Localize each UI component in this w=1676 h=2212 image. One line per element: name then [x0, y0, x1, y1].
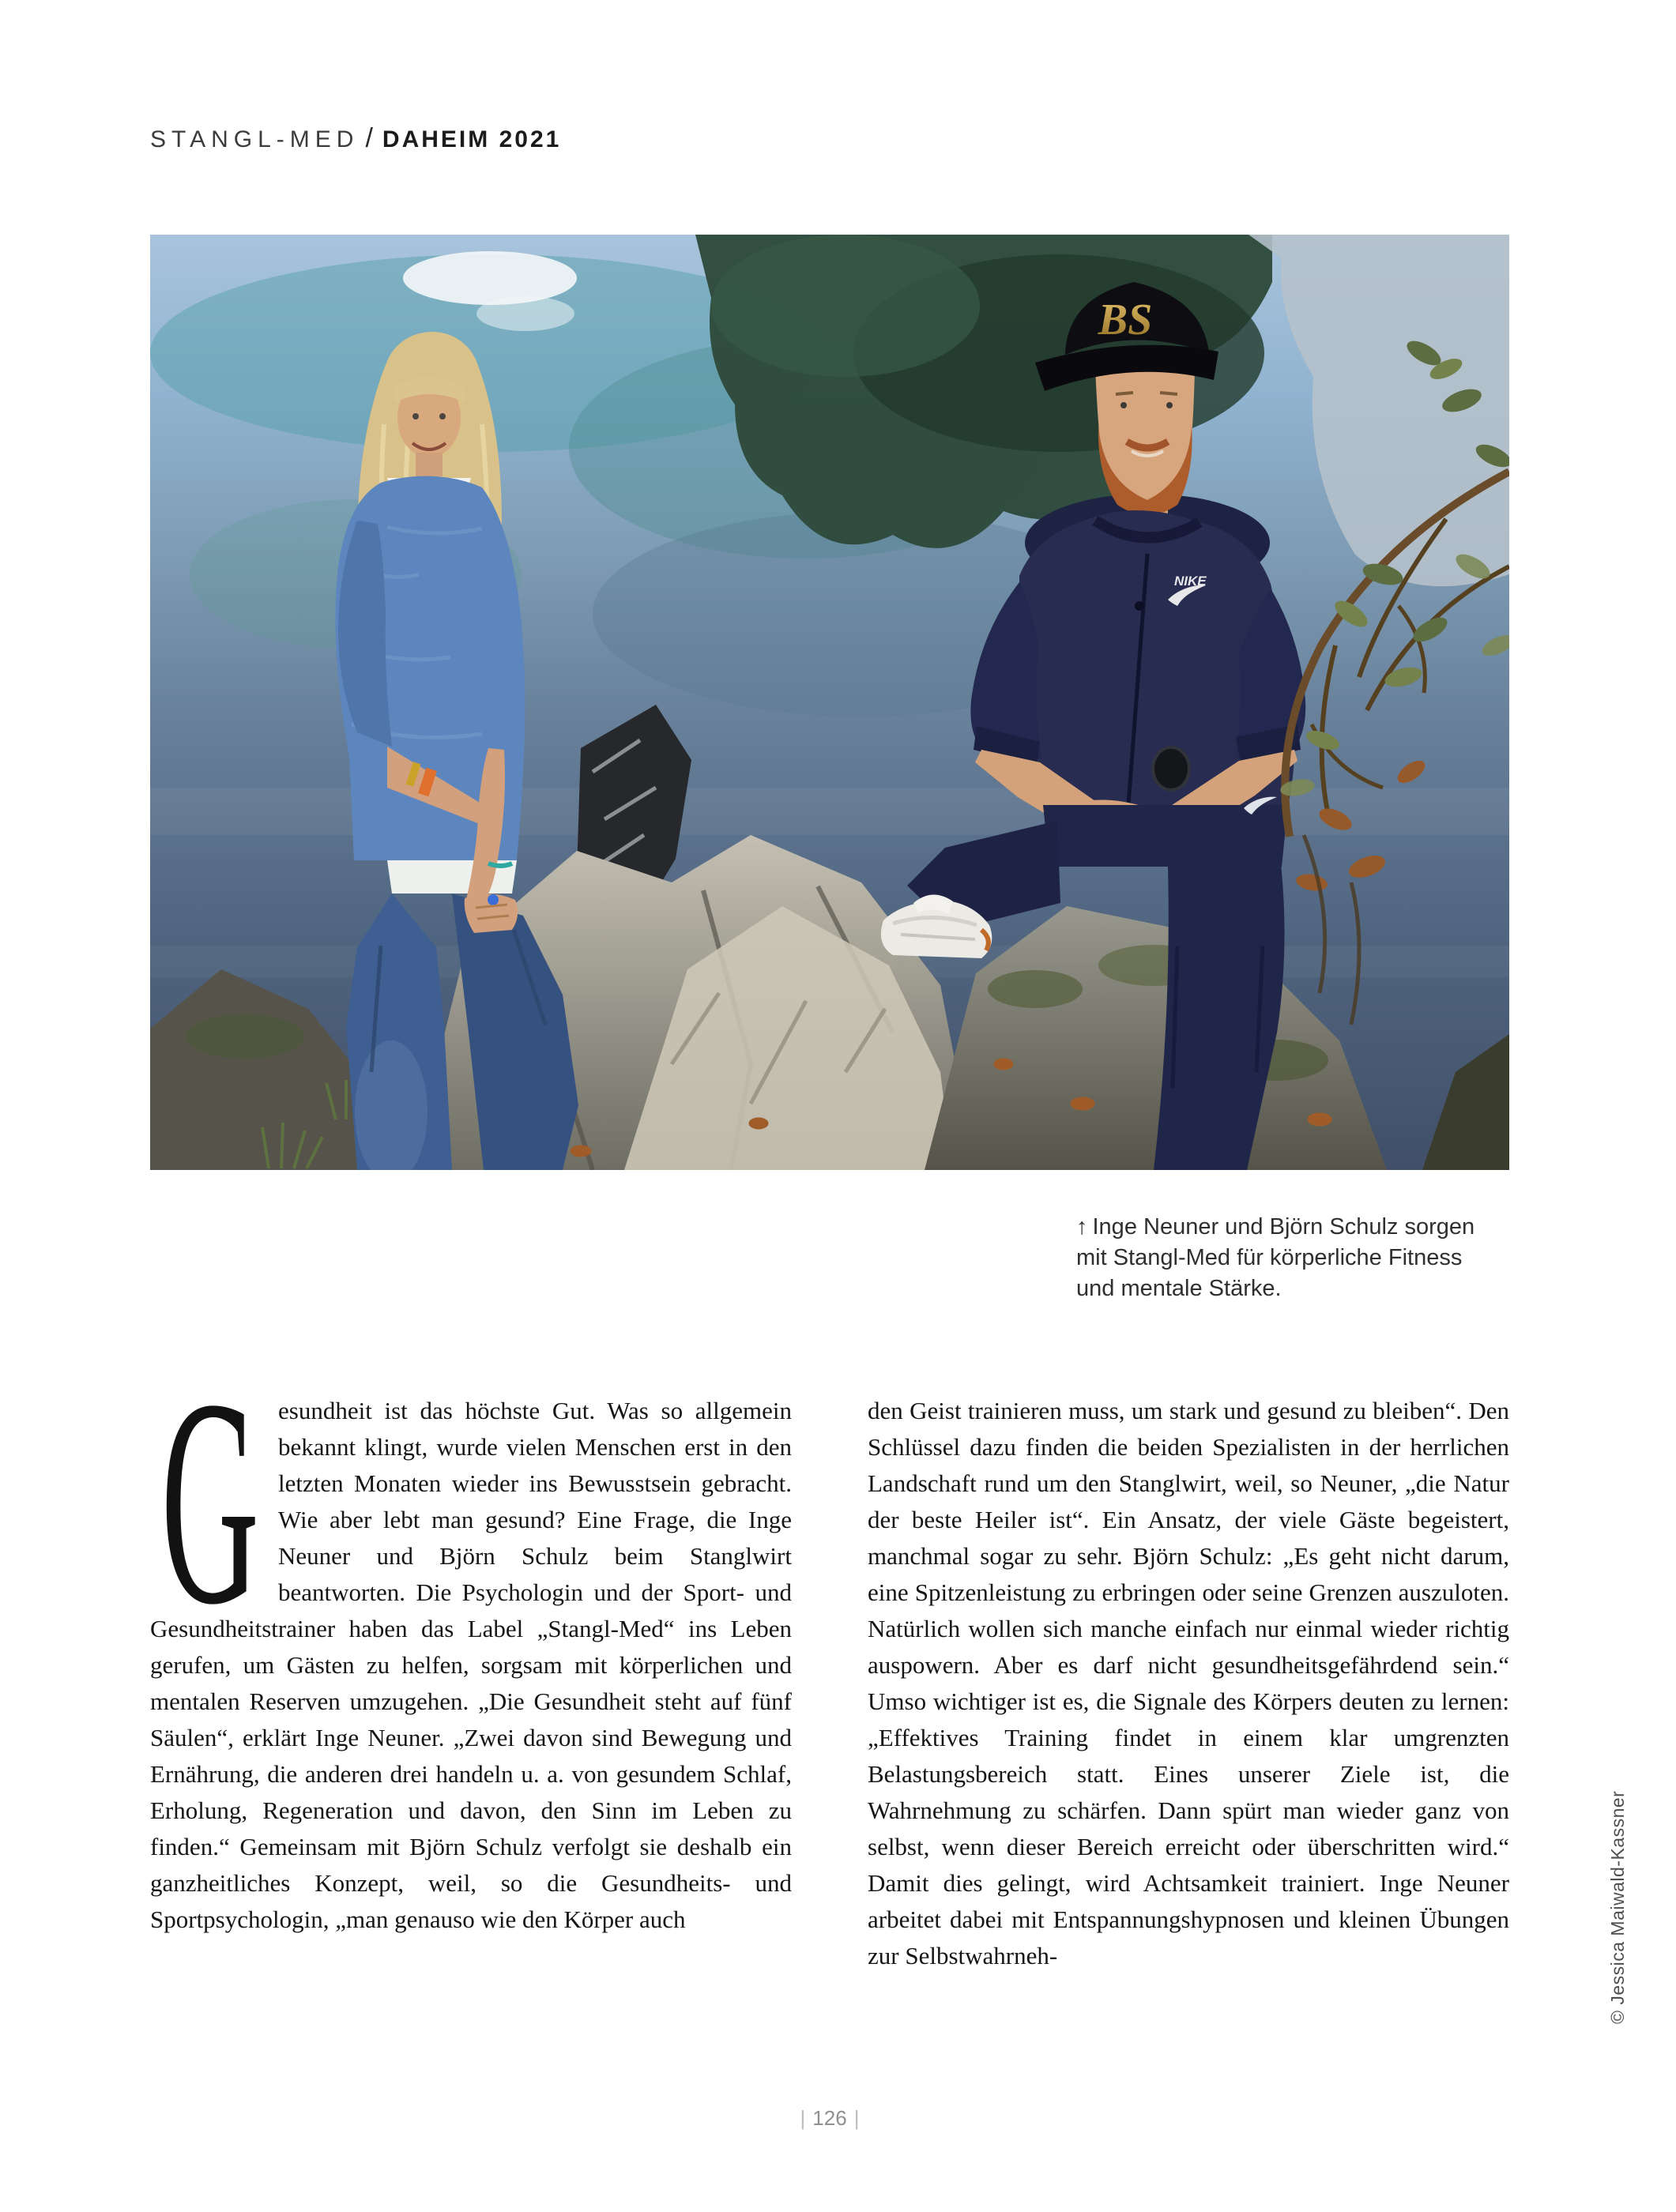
page-header	[150, 123, 561, 154]
header-brand: STANGL-MED	[150, 126, 360, 152]
cap-monogram: BS	[1098, 295, 1153, 344]
header-issue: DAHEIM 2021	[382, 126, 562, 152]
caption-line-2: mit Stangl-Med für körperliche Fitness	[1076, 1245, 1463, 1270]
article-column-2	[868, 1393, 1509, 1974]
lake-photo-illustration	[150, 235, 1509, 1170]
drop-cap-letter: G	[160, 1398, 260, 1611]
caption-line-3: und mentale Stärke.	[1076, 1276, 1282, 1301]
page-number: 126	[812, 2106, 847, 2130]
body-text-col2: den Geist trainieren muss, um stark und gesund zu bleiben“. Den Schlüssel dazu finden die beiden Spezialisten in der herrlichen Landschaft rund um den Stanglwirt, weil, so Neuner, „die Natur der beste Heiler ist“. Ein Ansatz, der viele Gäste begeistert, manchmal sogar zu sehr. Björn Schulz: „Es geht nicht darum, eine Spitzenleistung zu erbringen oder seine Grenzen auszuloten. Natürlich wollen sich manche einfach nur einmal wieder richtig auspowern. Aber es darf nicht gesundheitsgefährdend sein.“ Umso wichtiger ist es, die Signale des Körpers deuten zu lernen: „Effektives Training findet in einem klar umgrenzten Belastungsbereich statt. Eines unserer Ziele ist, die Wahrnehmung zu schärfen. Dann spürt man wieder ganz von selbst, wenn dieser Bereich erreicht oder überschritten wird.“ Damit dies gelingt, wird Achtsamkeit trainiert. Inge Neuner arbeitet dabei mit Entspannungshypnosen und kleinen Übungen zur Selbstwahrneh-	[868, 1397, 1509, 1969]
body-text-col1: esundheit ist das höchste Gut. Was so allgemein bekannt klingt, wurde vielen Menschen erst in den letzten Monaten wieder ins Bewusstsein gebracht. Wie aber lebt man gesund? Eine Frage, die Inge Neuner und Björn Schulz beim Stanglwirt beantworten. Die Psychologin und der Sport- und Gesundheitstrainer haben das Label „Stangl-Med“ ins Leben gerufen, um Gästen zu helfen, sorgsam mit körperlichen und mentalen Reserven umzugehen. „Die Gesundheit steht auf fünf Säulen“, erklärt Inge Neuner. „Zwei davon sind Bewegung und Ernährung, die anderen drei handeln u. a. von gesundem Schlaf, Erholung, Regeneration und davon, den Sinn im Leben zu finden.“ Gemeinsam mit Björn Schulz verfolgt sie deshalb ein ganzheitliches Konzept, weil, so die Gesundheits- und Sportpsychologin, „man genauso wie den Körper auch	[150, 1397, 792, 1933]
up-arrow-icon: ↑	[1076, 1214, 1088, 1240]
folio	[150, 2106, 1509, 2131]
lake-photo	[150, 235, 1509, 1170]
svg-text:NIKE: NIKE	[1174, 574, 1207, 589]
drop-cap	[150, 1398, 270, 1611]
photo-credit: © Jessica Maiwald-Kassner	[1607, 1790, 1628, 2024]
photo-caption	[1076, 1212, 1519, 1304]
article-column-1	[150, 1393, 792, 1938]
header-separator: /	[365, 123, 373, 153]
folio-delimiter-left: |	[800, 2106, 806, 2130]
folio-delimiter-right: |	[853, 2106, 860, 2130]
caption-line-1: Inge Neuner und Björn Schulz sorgen	[1092, 1214, 1475, 1240]
